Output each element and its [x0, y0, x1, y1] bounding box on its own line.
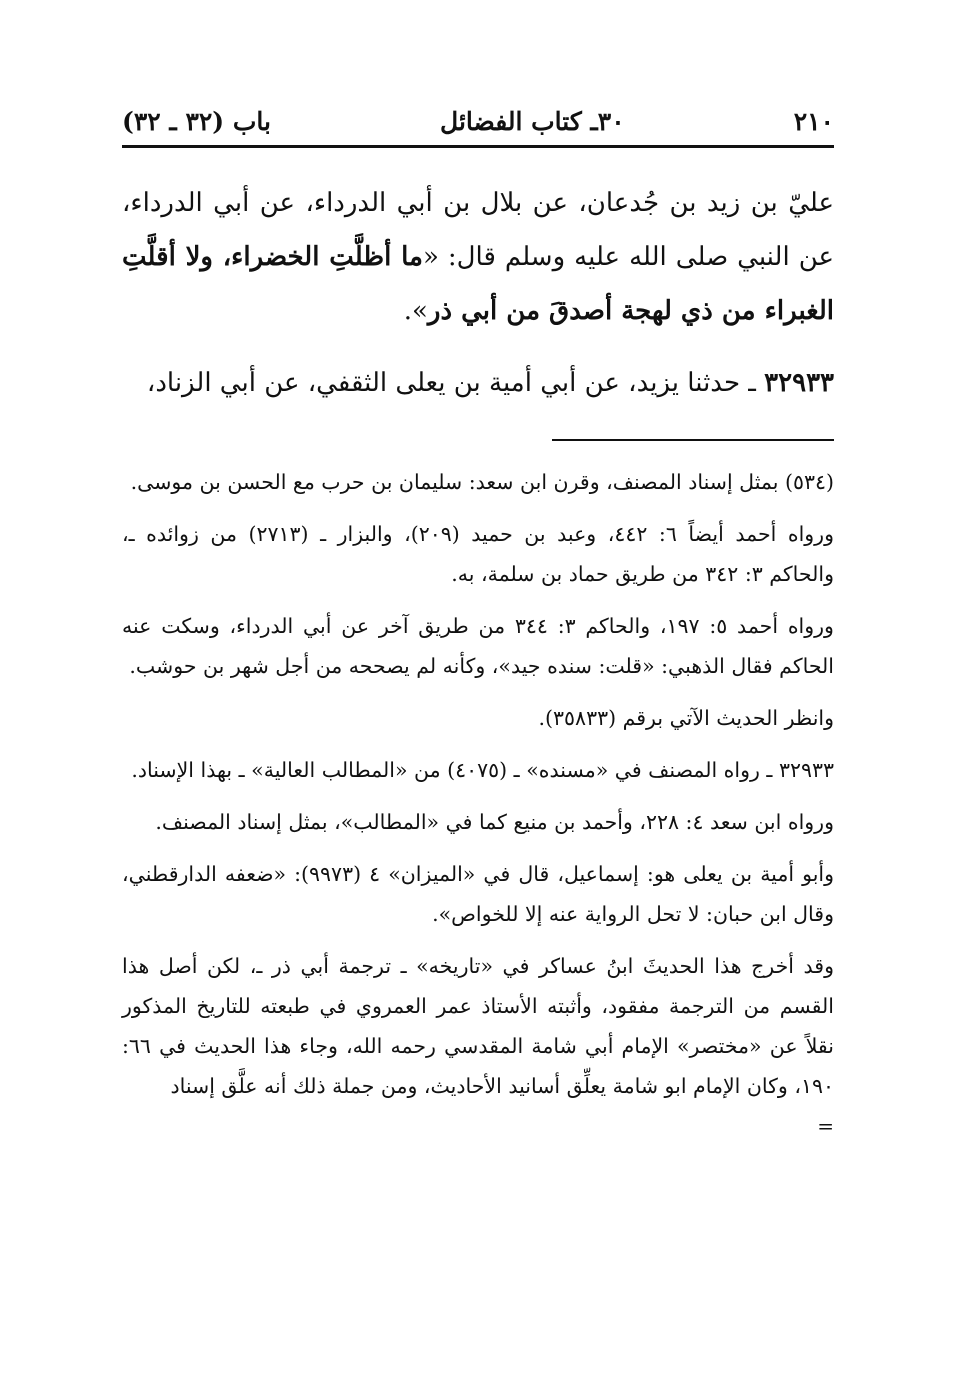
footnote-paragraph: وأبو أمية بن يعلى هو: إسماعيل، قال في «الميزان» ٤ (٩٩٧٣): «ضعفه الدارقطني، وقال ابن حبان: لا تحل الرواية عنه إلا للخواص».: [122, 862, 834, 926]
footnote-paragraph: وانظر الحديث الآتي برقم (٣٥٨٣٣).: [538, 706, 834, 730]
hadith-chain: ـ حدثنا يزيد، عن أبي أمية بن يعلى الثقفي، عن أبي الزناد،: [146, 368, 765, 398]
footnotes: [122, 462, 834, 1150]
hadith-number: ٣٢٩٣٣: [764, 368, 834, 398]
hadith-matn: ما أظلَّتِ الخضراء، ولا أقلَّتِ الغبراء من ذي لهجة أصدقَ من أبي ذر: [122, 242, 834, 326]
continuation-mark: =: [817, 1114, 834, 1138]
footnote-paragraph: ٣٢٩٣٣ ـ رواه المصنف في «مسنده» ـ (٤٠٧٥) من «المطالب العالية» ـ بهذا الإسناد.: [131, 758, 834, 782]
footnote-paragraph: وقد أخرج هذا الحديثَ ابنُ عساكر في «تاريخه» ـ ترجمة أبي ذر ـ، لكن أصل هذا القسم من الترجمة مفقود، وأثبته الأستاذ عمر العمروي في طبعته للتاريخ المذكور نقلاً عن «مختصر» الإمام أبي شامة المقدسي رحمه الله، وجاء هذا الحديث في ٦٦: ١٩٠، وكان الإمام ابو شامة يعلِّق أسانيد الأحاديث، ومن جملة ذلك أنه علَّق إسناد: [122, 954, 834, 1098]
running-header: [122, 92, 834, 136]
header-rule: [122, 145, 834, 148]
hadith-close-quote: ».: [403, 296, 428, 326]
footnote-paragraph: (٥٣٤) بمثل إسناد المصنف، وقرن ابن سعد: سليمان بن حرب مع الحسن بن موسى.: [130, 470, 834, 494]
hadith-chain: عليّ بن زيد بن جُدعان، عن بلال بن أبي الدرداء، عن أبي الدرداء، عن النبي صلى الله عليه وسلم قال: «: [122, 188, 834, 272]
chapter-heading: باب (٣٢ ـ ٣٢): [122, 107, 271, 136]
book-title: ٣٠ـ كتاب الفضائل: [440, 107, 625, 136]
footnote-paragraph: ورواه ابن سعد ٤: ٢٢٨، وأحمد بن منيع كما في «المطالب»، بمثل إسناد المصنف.: [155, 810, 834, 834]
footnote-paragraph: ورواه أحمد أيضاً ٦: ٤٤٢، وعبد بن حميد (٢٠٩)، والبزار ـ (٢٧١٣) من زوائده ـ، والحاكم ٣: ٣٤٢ من طريق حماد بن سلمة، به.: [122, 522, 834, 586]
hadith-text-paragraph: [122, 176, 834, 338]
page-number: ٢١٠: [793, 107, 834, 136]
footnote-paragraph: ورواه أحمد ٥: ١٩٧، والحاكم ٣: ٣٤٤ من طريق آخر عن أبي الدرداء، وسكت عنه الحاكم فقال الذهبي: «قلت: سنده جيد»، وكأنه لم يصححه من أجل شهر بن حوشب.: [122, 614, 834, 678]
footnote-separator: [552, 439, 834, 441]
main-text: [122, 176, 834, 410]
hadith-paragraph: [122, 356, 834, 410]
